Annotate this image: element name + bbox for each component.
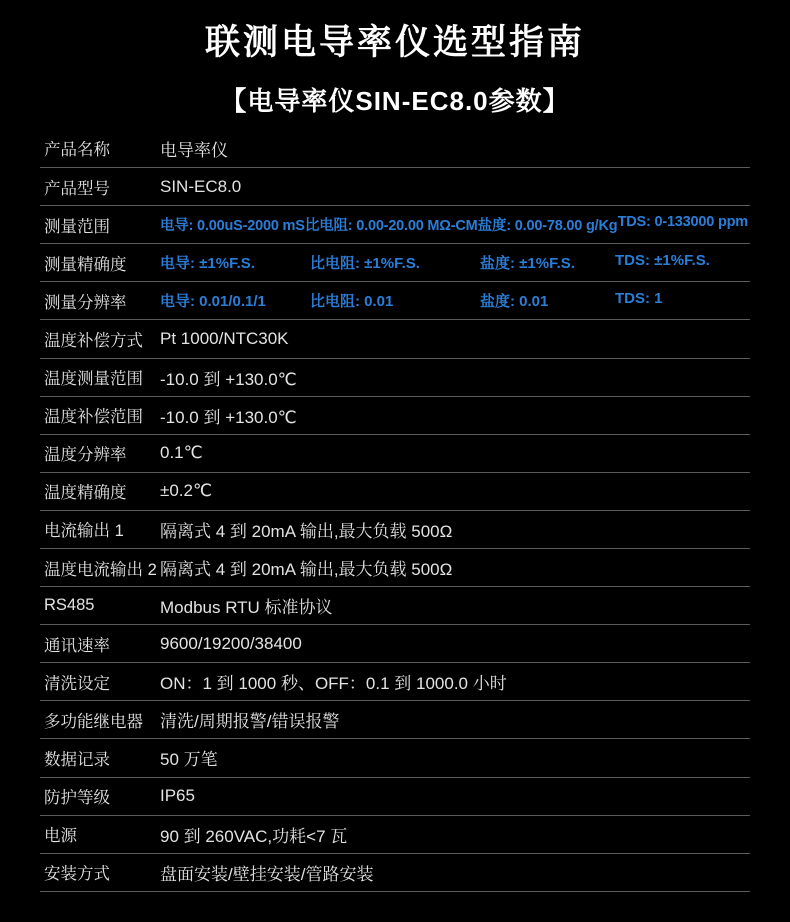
table-row (40, 816, 750, 854)
row-value: ON：1 到 1000 秒、OFF：0.1 到 1000.0 小时 (160, 674, 507, 694)
row-value: 隔离式 4 到 20mA 输出,最大负载 500Ω (160, 560, 453, 580)
table-row (40, 359, 750, 397)
row-label: 多功能继电器 (44, 712, 143, 731)
table-row (40, 168, 750, 206)
row-value: Pt 1000/NTC30K (160, 328, 289, 348)
row-label: 测量精确度 (44, 255, 127, 274)
row-value-cell: 比电阻: 0.00-20.00 MΩ-CM (304, 218, 478, 235)
row-value: 电导率仪 (160, 140, 228, 160)
table-row (40, 663, 750, 701)
row-value: 50 万笔 (160, 750, 218, 770)
table-row (40, 282, 750, 320)
row-value: 隔离式 4 到 20mA 输出,最大负载 500Ω (160, 521, 453, 541)
row-value-cell: 电导: 0.01/0.1/1 (160, 293, 266, 311)
row-label: 电源 (44, 827, 77, 846)
row-value-cell: TDS: ±1%F.S. (615, 252, 710, 270)
row-value-cell: 盐度: 0.01 (480, 293, 549, 311)
row-label: 清洗设定 (44, 674, 110, 693)
table-row (40, 549, 750, 587)
row-label: 安装方式 (44, 865, 110, 884)
row-value: IP65 (160, 786, 195, 806)
row-label: 温度补偿范围 (44, 408, 143, 427)
table-row (40, 854, 750, 892)
table-row (40, 587, 750, 625)
row-label: 产品名称 (44, 141, 110, 160)
row-label: 通讯速率 (44, 636, 110, 655)
row-value (160, 252, 750, 273)
row-value: 90 到 260VAC,功耗<7 瓦 (160, 826, 348, 846)
row-label: RS485 (44, 596, 95, 615)
row-value-cell: 比电阻: ±1%F.S. (310, 255, 420, 273)
row-value-cell: 盐度: 0.00-78.00 g/Kg (477, 218, 618, 235)
row-value-cell: 电导: 0.00uS-2000 mS (160, 218, 305, 235)
row-label: 温度分辨率 (44, 446, 127, 465)
row-value: Modbus RTU 标准协议 (160, 598, 333, 618)
row-label: 电流输出 1 (44, 522, 124, 541)
row-value-cell: 盐度: ±1%F.S. (480, 255, 575, 273)
row-value: 盘面安装/壁挂安装/管路安装 (160, 864, 374, 884)
table-row (40, 244, 750, 282)
row-label: 温度电流输出 2 (44, 560, 157, 579)
page-title: 联测电导率仪选型指南 (204, 23, 585, 62)
row-label: 数据记录 (44, 750, 110, 769)
header (0, 0, 790, 117)
row-value-cell: TDS: 0-133000 ppm (617, 214, 748, 231)
table-row (40, 511, 750, 549)
row-label: 温度测量范围 (44, 370, 143, 389)
row-value-cell: TDS: 1 (615, 290, 663, 308)
table-row (40, 778, 750, 816)
row-value: ±0.2℃ (160, 481, 213, 501)
row-value: -10.0 到 +130.0℃ (160, 369, 297, 389)
page-subtitle: 【电导率仪SIN-EC8.0参数】 (220, 85, 570, 116)
table-row (40, 701, 750, 739)
table-row (40, 397, 750, 435)
table-row (40, 625, 750, 663)
spec-table (40, 130, 750, 892)
table-row (40, 739, 750, 777)
table-row (40, 473, 750, 511)
row-value: -10.0 到 +130.0℃ (160, 407, 297, 427)
row-value-cell: 电导: ±1%F.S. (160, 255, 255, 273)
table-row (40, 130, 750, 168)
row-value (160, 290, 750, 311)
table-row (40, 320, 750, 358)
table-row (40, 206, 750, 244)
row-value: 0.1℃ (160, 443, 203, 463)
row-value: 清洗/周期报警/错误报警 (160, 712, 340, 732)
row-label: 产品型号 (44, 179, 110, 198)
row-label: 测量分辨率 (44, 293, 127, 312)
row-label: 温度精确度 (44, 484, 127, 503)
row-label: 测量范围 (44, 217, 110, 236)
row-value (160, 214, 750, 235)
row-label: 温度补偿方式 (44, 331, 143, 350)
row-value-cell: 比电阻: 0.01 (310, 293, 394, 311)
row-label: 防护等级 (44, 789, 110, 808)
row-value: 9600/19200/38400 (160, 633, 302, 653)
table-row (40, 435, 750, 473)
row-value: SIN-EC8.0 (160, 176, 242, 196)
